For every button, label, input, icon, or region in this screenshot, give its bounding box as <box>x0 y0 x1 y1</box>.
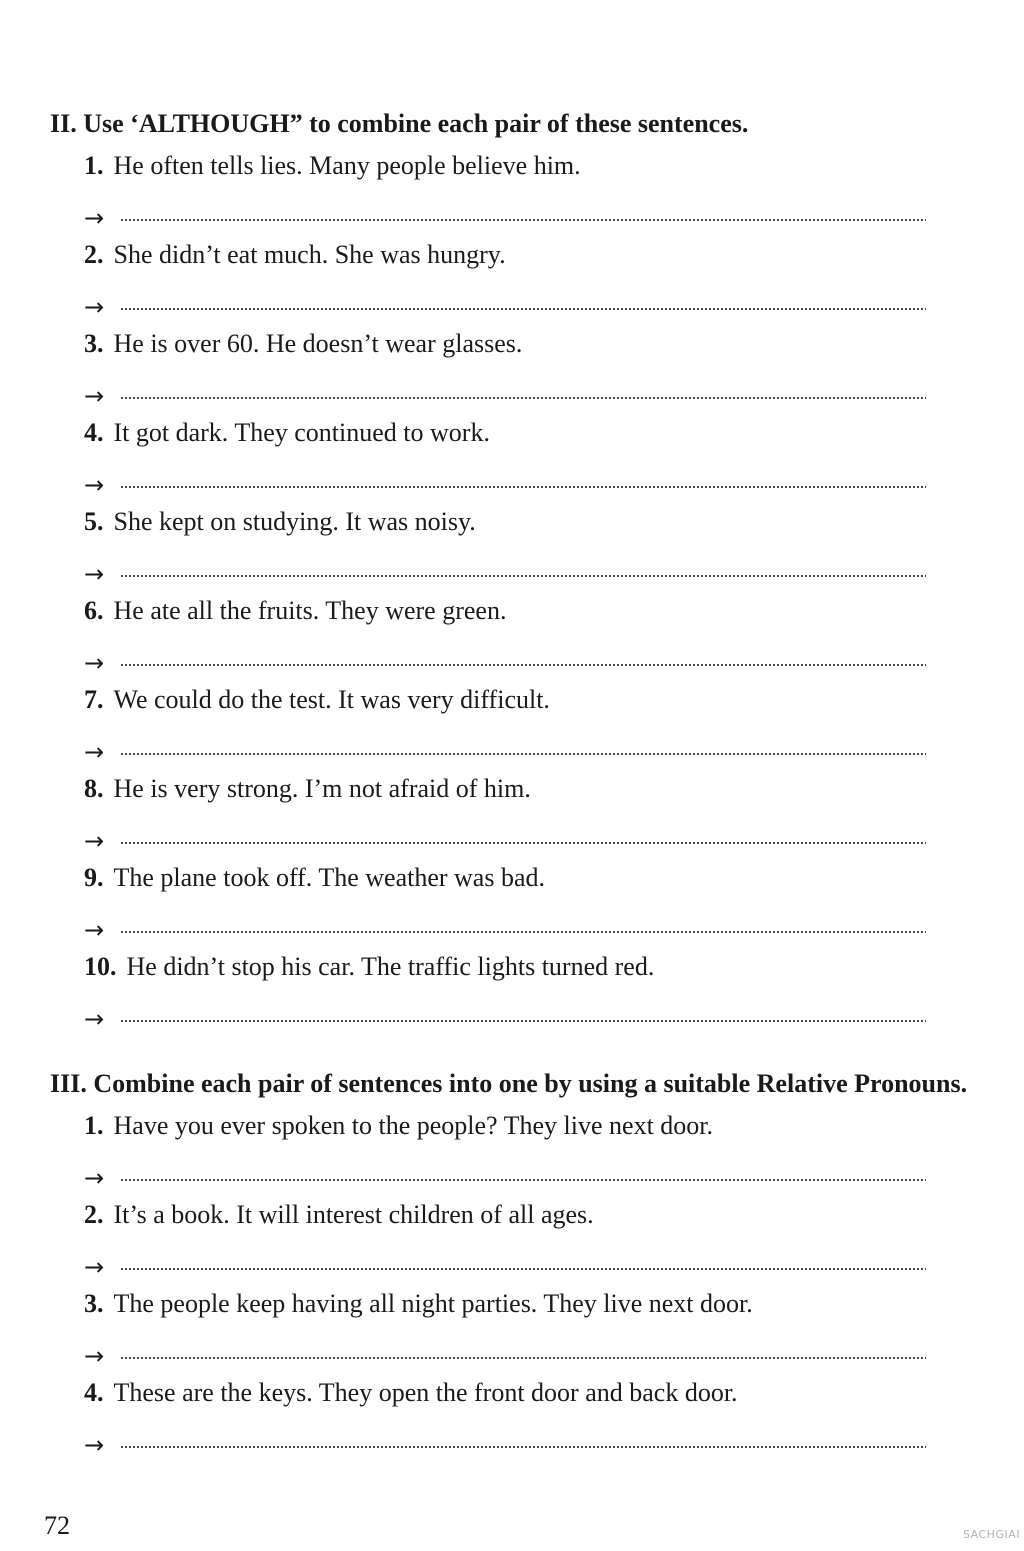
dotted-answer-blank[interactable] <box>120 840 926 846</box>
exercise-item <box>84 411 944 500</box>
question-number: 1. <box>84 1111 104 1140</box>
exercise-item <box>84 589 944 678</box>
question-number: 6. <box>84 596 104 625</box>
question-number: 4. <box>84 418 104 447</box>
question-line <box>84 1193 944 1237</box>
question-line <box>84 411 944 455</box>
dotted-answer-blank[interactable] <box>120 1018 926 1024</box>
section-although <box>0 104 1024 1034</box>
question-text: He ate all the fruits. They were green. <box>113 596 507 625</box>
question-text: It got dark. They continued to work. <box>113 418 490 447</box>
question-line <box>84 589 944 633</box>
arrow-right-icon: → <box>84 1005 105 1033</box>
answer-line[interactable] <box>84 277 944 322</box>
question-line <box>84 233 944 277</box>
exercise-item <box>84 233 944 322</box>
dotted-answer-blank[interactable] <box>120 1355 926 1361</box>
section-heading <box>50 1064 1010 1104</box>
question-number: 10. <box>84 952 117 981</box>
exercise-item <box>84 1371 944 1460</box>
exercise-item <box>84 856 944 945</box>
section-number: III. <box>50 1069 87 1098</box>
section-relative-pronouns <box>0 1064 1024 1460</box>
question-text: Have you ever spoken to the people? They live next door. <box>113 1111 714 1140</box>
answer-line[interactable] <box>84 633 944 678</box>
dotted-answer-blank[interactable] <box>120 395 926 401</box>
question-text: These are the keys. They open the front door and back door. <box>113 1378 738 1407</box>
arrow-right-icon: → <box>84 1431 105 1459</box>
question-line <box>84 945 944 989</box>
arrow-right-icon: → <box>84 293 105 321</box>
question-text: He is over 60. He doesn’t wear glasses. <box>113 329 523 358</box>
page-number: 72 <box>44 1511 70 1540</box>
dotted-answer-blank[interactable] <box>120 1177 926 1183</box>
exercise-item <box>84 945 944 1034</box>
question-text: It’s a book. It will interest children of all ages. <box>113 1200 594 1229</box>
question-line <box>84 678 944 722</box>
arrow-right-icon: → <box>84 916 105 944</box>
arrow-right-icon: → <box>84 1342 105 1370</box>
question-text: The people keep having all night parties. They live next door. <box>113 1289 753 1318</box>
section-heading <box>50 104 970 144</box>
dotted-answer-blank[interactable] <box>120 662 926 668</box>
arrow-right-icon: → <box>84 827 105 855</box>
question-text: We could do the test. It was very difficult. <box>113 685 550 714</box>
exercise-item <box>84 1104 944 1193</box>
answer-line[interactable] <box>84 455 944 500</box>
arrow-right-icon: → <box>84 649 105 677</box>
exercise-list <box>0 144 1024 1034</box>
question-text: He didn’t stop his car. The traffic lights turned red. <box>126 952 655 981</box>
answer-line[interactable] <box>84 188 944 233</box>
arrow-right-icon: → <box>84 1164 105 1192</box>
exercise-list <box>0 1104 1024 1460</box>
question-number: 7. <box>84 685 104 714</box>
answer-line[interactable] <box>84 989 944 1034</box>
question-line <box>84 322 944 366</box>
exercise-item <box>84 1193 944 1282</box>
question-number: 8. <box>84 774 104 803</box>
exercise-item <box>84 678 944 767</box>
question-line <box>84 1371 944 1415</box>
answer-line[interactable] <box>84 900 944 945</box>
question-text: She didn’t eat much. She was hungry. <box>113 240 506 269</box>
answer-line[interactable] <box>84 366 944 411</box>
question-number: 1. <box>84 151 104 180</box>
question-text: She kept on studying. It was noisy. <box>113 507 476 536</box>
question-number: 9. <box>84 863 104 892</box>
question-number: 5. <box>84 507 104 536</box>
dotted-answer-blank[interactable] <box>120 217 926 223</box>
exercise-item <box>84 322 944 411</box>
answer-line[interactable] <box>84 544 944 589</box>
question-line <box>84 856 944 900</box>
question-number: 3. <box>84 329 104 358</box>
question-line <box>84 144 944 188</box>
answer-line[interactable] <box>84 1237 944 1282</box>
dotted-answer-blank[interactable] <box>120 573 926 579</box>
dotted-answer-blank[interactable] <box>120 1444 926 1450</box>
exercise-item <box>84 500 944 589</box>
arrow-right-icon: → <box>84 738 105 766</box>
section-number: II. <box>50 109 77 138</box>
question-line <box>84 767 944 811</box>
answer-line[interactable] <box>84 1148 944 1193</box>
question-number: 2. <box>84 240 104 269</box>
answer-line[interactable] <box>84 811 944 856</box>
dotted-answer-blank[interactable] <box>120 484 926 490</box>
question-line <box>84 500 944 544</box>
exercise-item <box>84 1282 944 1371</box>
arrow-right-icon: → <box>84 1253 105 1281</box>
question-text: He is very strong. I’m not afraid of him. <box>113 774 531 803</box>
arrow-right-icon: → <box>84 382 105 410</box>
question-number: 2. <box>84 1200 104 1229</box>
question-line <box>84 1282 944 1326</box>
dotted-answer-blank[interactable] <box>120 929 926 935</box>
answer-line[interactable] <box>84 722 944 767</box>
dotted-answer-blank[interactable] <box>120 306 926 312</box>
dotted-answer-blank[interactable] <box>120 1266 926 1272</box>
question-text: The plane took off. The weather was bad. <box>113 863 546 892</box>
exercise-item <box>84 767 944 856</box>
question-line <box>84 1104 944 1148</box>
arrow-right-icon: → <box>84 471 105 499</box>
arrow-right-icon: → <box>84 560 105 588</box>
question-number: 4. <box>84 1378 104 1407</box>
answer-line[interactable] <box>84 1415 944 1460</box>
question-number: 3. <box>84 1289 104 1318</box>
answer-line[interactable] <box>84 1326 944 1371</box>
section-instruction: Combine each pair of sentences into one by using a suitable Relative Pronouns. <box>93 1069 968 1098</box>
watermark-logo: SACHGIAI <box>962 1528 1020 1541</box>
section-instruction: Use ‘ALTHOUGH” to combine each pair of these sentences. <box>83 109 749 138</box>
dotted-answer-blank[interactable] <box>120 751 926 757</box>
arrow-right-icon: → <box>84 204 105 232</box>
question-text: He often tells lies. Many people believe him. <box>113 151 581 180</box>
exercise-item <box>84 144 944 233</box>
